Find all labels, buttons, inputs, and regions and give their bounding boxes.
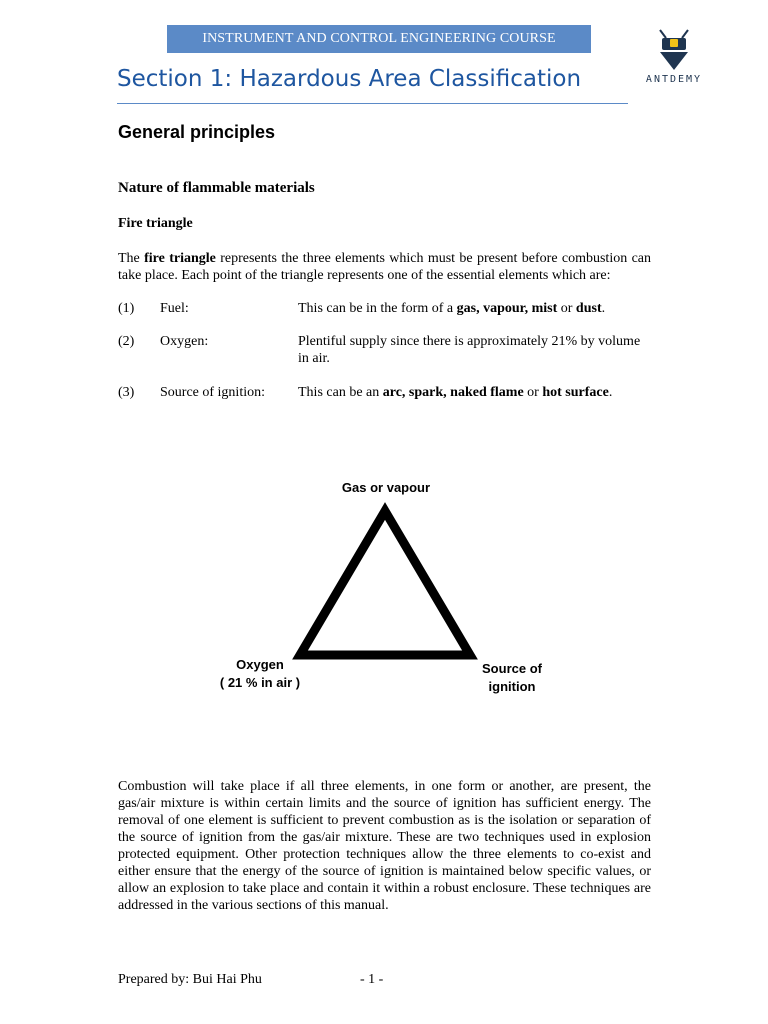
- desc-text: This can be an: [298, 385, 383, 400]
- desc-bold: dust: [575, 301, 602, 316]
- desc-text: .: [601, 301, 606, 316]
- list-item-description: Plentiful supply since there is approximately 21% by volume in air.: [298, 334, 641, 366]
- list-item-number: (2): [118, 334, 135, 349]
- list-item-label: Fuel:: [160, 301, 189, 316]
- desc-bold: gas, vapour, mist: [456, 301, 558, 316]
- list-item-number: (1): [118, 301, 135, 316]
- intro-paragraph: [118, 250, 651, 284]
- list-item-description: [298, 300, 651, 317]
- antdemy-logo: [636, 28, 712, 92]
- footer-page-number: - 1 -: [360, 972, 384, 987]
- intro-bold-fire-triangle: fire triangle: [144, 251, 216, 266]
- oxygen-label-line-1: Oxygen: [236, 657, 284, 672]
- list-item-description: [298, 384, 651, 401]
- desc-text: This can be in the form of a: [298, 301, 457, 316]
- intro-text-2: represents the three elements which must be present before combustion can take place. Each point of the triangle represents one of the essential elements which are:: [118, 251, 652, 283]
- desc-bold: hot surface: [542, 385, 609, 400]
- triangle-label-oxygen: [210, 656, 310, 692]
- source-label-line-1: Source of: [482, 661, 542, 676]
- robot-head-logo-icon: [636, 28, 712, 74]
- course-banner: INSTRUMENT AND CONTROL ENGINEERING COURSE: [167, 25, 591, 53]
- heading-nature-of-flammable-materials: Nature of flammable materials: [118, 180, 315, 196]
- desc-bold: arc, spark, naked flame: [382, 385, 524, 400]
- desc-text: or: [523, 385, 543, 400]
- fire-triangle-diagram: [200, 475, 560, 705]
- logo-text: ANTDEMY: [645, 74, 703, 85]
- list-item-label: Oxygen:: [160, 334, 209, 349]
- combustion-paragraph: Combustion will take place if all three elements, in one form or another, are present, the gas/air mixture is within certain limits and the source of ignition has sufficient energy. The removal of one element is sufficient to prevent combustion as is the isolation or separation of the source of ignition from the gas/air mixture. These are two techniques used in explosion protected equipment. Other protection techniques allow the three elements to co-exist and either ensure that the energy of the source of ignition is maintained below specific values, or allow an explosion to take place and contain it within a robust enclosure. These techniques are addressed in the various sections of this manual.: [118, 779, 651, 913]
- triangle-label-gas-or-vapour: Gas or vapour: [341, 480, 431, 495]
- source-label-line-2: ignition: [488, 679, 536, 694]
- desc-text: .: [608, 385, 613, 400]
- list-item-label: Source of ignition:: [160, 385, 265, 400]
- intro-text-1: The: [118, 251, 145, 266]
- section-title: Section 1: Hazardous Area Classification: [117, 66, 582, 92]
- heading-general-principles: General principles: [118, 122, 276, 142]
- triangle-label-source-of-ignition: [470, 660, 554, 696]
- fire-triangle-shape: [300, 511, 470, 655]
- list-item-number: (3): [118, 385, 135, 400]
- footer-prepared-by: Prepared by: Bui Hai Phu: [118, 972, 262, 987]
- title-divider: [117, 103, 628, 104]
- desc-text: or: [557, 301, 576, 316]
- oxygen-label-line-2: ( 21 % in air ): [219, 675, 301, 690]
- heading-fire-triangle: Fire triangle: [118, 216, 193, 231]
